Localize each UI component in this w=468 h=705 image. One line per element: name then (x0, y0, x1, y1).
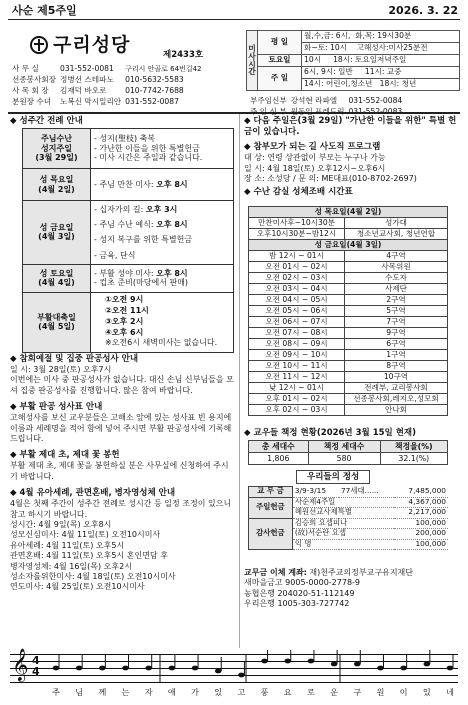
lyrics-line (10, 688, 458, 702)
liturgy-title: ◆ 성주간 전례 안내 (10, 116, 83, 126)
text-field: 재)천주교의정부교구유지재단 (309, 568, 414, 577)
text-field: 3/9-3/15 (292, 487, 339, 498)
left-notices (10, 354, 236, 593)
lyric-syllable: 풍 (260, 687, 269, 697)
staff-role: 선종봉사회장 (12, 75, 57, 85)
adoration-group: 10구역 (344, 372, 447, 383)
adoration-group: 5구역 (344, 306, 447, 317)
text-field: 031-552-0084 (348, 96, 403, 106)
census-title: ◆ 교우들 책정 현황(2026년 3월 15일 현재) (244, 428, 416, 438)
text-field: 7,485,000 (394, 487, 448, 498)
adoration-time: 오후 02시 ~ 03시 (249, 405, 345, 416)
text-field: 부주임신부 (250, 96, 287, 106)
notice-body: 일 시: 3월 28일(토) 오후7시 이번에는 미사 중 판공성사가 없습니다. 대신 손님 신부님들을 모셔 집중 판공성사를 진행합니다. 많은 참여 바랍니다. (10, 365, 234, 395)
text-field: 교무금 이체 계좌: (244, 568, 307, 577)
music-staff (10, 650, 458, 682)
staff-name: 정병선 스테파노 (60, 75, 114, 85)
text-field: 주일헌금 (249, 497, 293, 518)
text-field: 농협은행 204020-51-112149 (244, 588, 355, 598)
adoration-group: 사목위원 (344, 262, 447, 273)
issue-number: 제2433호 (163, 50, 204, 60)
adoration-time: 오전 10시 ~ 11시 (249, 361, 345, 372)
text-field: - 가난한 이들을 위한 특별헌금 (94, 143, 200, 153)
text-field: 책정 세대수 (308, 441, 380, 453)
staff-name: 노복신 막시밀리안 (60, 97, 122, 107)
text-field: 혜원선교사제특별 (292, 508, 393, 519)
donations-title: 우리들의 정성 (296, 470, 370, 484)
text-field: ※오전6시 새벽미사는 없습니다. (105, 338, 218, 348)
staff-value: 031-552-0081 (60, 64, 114, 74)
liturgy-label: 성 목요일 (4월 2일) (23, 169, 91, 201)
liturgy-label: 주님수난 성지주일 (3월 29일) (23, 129, 91, 169)
liturgy-items: - 주님 만찬 미사: 오후 8시 (91, 169, 234, 201)
text-field: 200,000 (394, 529, 448, 540)
note-head (215, 669, 222, 674)
liturgy-items: - 부활 성야 미사: 오후 8시 - 컵초 준비(마당에서 판매) (91, 264, 234, 292)
text-field: - 미사 시간은 주일과 같습니다. (94, 153, 203, 163)
text-field: 4,367,000 (394, 497, 448, 508)
treble-clef-icon: 𝄞 (12, 648, 29, 681)
note-head (76, 666, 83, 671)
adoration-header: 성 금요일(4월 3일) (249, 240, 448, 251)
adoration-group: 1구역 (344, 350, 447, 361)
note-head (238, 673, 245, 678)
note-head (284, 659, 291, 664)
note-head (354, 662, 361, 667)
adoration-group: 7구역 (344, 317, 447, 328)
melody-notes (10, 650, 458, 686)
staff-name: 김재덕 바오로 (60, 86, 107, 96)
adoration-group: 전례부, 교리봉사회 (344, 383, 447, 394)
text-field: 새마을금고 9005-0000-2778-9 (244, 578, 361, 588)
note-head (53, 666, 60, 671)
adoration-group: 4구역 (344, 251, 447, 262)
mass-times-label: 미 사 시 간 (247, 31, 258, 91)
lyric-syllable: 께 (98, 687, 107, 697)
lyric-syllable: 애 (167, 687, 176, 697)
lyric-syllable: 가 (191, 687, 199, 697)
mass-info: 6시, 9시: 일반 11시: 교중 (302, 67, 460, 79)
parish-name: 구리성당 (53, 34, 131, 56)
text-field: 강석현 라파엘 (290, 96, 338, 106)
notice-title: ◆ 부활 판공 성사표 안내 (10, 402, 103, 413)
liturgy-items (91, 129, 234, 169)
time-signature: 4 4 (32, 654, 40, 678)
note-head (122, 666, 129, 671)
lyric-syllable: 이 (399, 687, 408, 697)
notice-title: ◆ 부활 제대 초, 제대 꽃 봉헌 (10, 450, 120, 461)
liturgy-label: 부활대축일 (4월 5일) (23, 292, 91, 352)
text-field: 총 세대수 (249, 441, 309, 453)
mass-day: 토요일 (258, 55, 302, 67)
adoration-time: 오전 11시 ~ 12시 (249, 372, 345, 383)
text-field: 32.1(%) (380, 453, 447, 465)
lyric-syllable: 원 (376, 687, 385, 697)
note-head (308, 659, 315, 664)
adoration-group: 안나회 (344, 405, 447, 416)
liturgy-label: 성 금요일 (4월 3일) (23, 201, 91, 265)
mass-info: 14시: 어린이,청소년 18시: 청년 (302, 79, 460, 91)
notice-title: ◆ 다음 주일은(3월 29일) "가난한 이들을 위한" 특별 헌금이 있습니다. (244, 116, 457, 138)
text-field: ③오후 2시 (105, 316, 144, 326)
clergy-table (248, 96, 404, 118)
text-field: ②오전 11시 (105, 306, 149, 316)
note-head (99, 666, 106, 671)
staff-phone: 031-552-0087 (125, 97, 179, 107)
adoration-time: 오전 03시 ~ 04시 (249, 284, 345, 295)
right-notices (244, 116, 460, 198)
liturgy-table (22, 128, 234, 353)
mass-times-table (246, 30, 460, 91)
liturgy-items (91, 292, 234, 352)
adoration-time: 오전 06시 ~ 07시 (249, 317, 345, 328)
bulletin-date: 2026. 3. 22 (388, 4, 458, 17)
lyric-syllable: 로 (306, 687, 315, 697)
adoration-group: 6구역 (344, 339, 447, 350)
adoration-time: 오후 01시 ~ 02시 (249, 394, 345, 405)
lyric-syllable: 님 (75, 687, 84, 697)
liturgy-label: 성 토요일 (4월 4일) (23, 264, 91, 292)
mass-day: 주 일 (258, 67, 302, 91)
adoration-group: 2구역 (344, 295, 447, 306)
adoration-time: 오전 01시 ~ 02시 (249, 262, 345, 273)
text-field: 감사헌금 (249, 518, 293, 550)
lyric-syllable: 네 (446, 687, 454, 697)
adoration-time: 오후10시30분~밤12시 (249, 229, 345, 240)
lyric-syllable: 있 (214, 687, 223, 697)
text-field: 77세대...... (339, 487, 394, 498)
adoration-time: 낮 12시 ~ 01시 (249, 383, 345, 394)
notice-title: ◆ 참부모가 되는 길 사도직 프로그램 (244, 142, 381, 153)
mass-info: 10시 18시: 토요일저녁주일 (302, 55, 460, 67)
note-head (424, 662, 431, 667)
adoration-time: 오전 04시 ~ 05시 (249, 295, 345, 306)
text-field: - 금육, 단식 (94, 250, 136, 260)
notice-body: 대 상: 연령 상관없이 부모는 누구나 가능 일 시: 4월 18일(토) 오후12시~오후6시 장 소: 소성당 / 문 의: ME대표(010-8702-2697) (244, 153, 417, 183)
account-info (244, 568, 460, 610)
staff-phone: 010-7742-7688 (125, 86, 184, 96)
adoration-group: 수도자 (344, 273, 447, 284)
donations-table (248, 486, 448, 550)
adoration-group: 사제단 (344, 284, 447, 295)
lyric-syllable: 있 (422, 687, 431, 697)
note-head (400, 666, 407, 671)
note-head (169, 666, 176, 671)
text-field: - 컵초 준비(마당에서 판매) (94, 278, 189, 288)
staff-role: 분원장 수녀 (12, 97, 52, 107)
adoration-header: 성 목요일(4월 2일) (249, 207, 448, 218)
staff-table (10, 64, 204, 108)
column-divider (239, 114, 240, 648)
adoration-group: 성가대 (344, 218, 447, 229)
note-head (261, 659, 268, 664)
divider (8, 112, 460, 114)
mass-day: 평 일 (258, 31, 302, 55)
note-head (447, 666, 454, 671)
cross-icon (30, 36, 48, 54)
text-field: 사순제4주일 (292, 497, 393, 508)
lyric-syllable: 자 (144, 687, 153, 697)
text-field: 책정율(%) (380, 441, 447, 453)
text-field: 1,806 (249, 453, 309, 465)
text-field: (故)서순란 요셉 (292, 529, 393, 540)
text-field: ④오후 6시 (105, 327, 144, 337)
lyric-syllable: 요 (283, 687, 292, 697)
adoration-time: 오전 09시 ~ 10시 (249, 350, 345, 361)
adoration-group: 선종봉사회,레지오,성모회 (344, 394, 447, 405)
lyric-syllable: 운 (330, 687, 339, 697)
staff-role: 사 무 실 (12, 64, 39, 74)
adoration-table (248, 206, 448, 416)
notice-body: 부활 제대 초, 제대 꽃을 봉헌하실 분은 사무실에 신청하여 주시기 바랍니다. (10, 461, 229, 481)
lyric-syllable: 구 (353, 687, 362, 697)
lyric-syllable: 고 (237, 687, 246, 697)
address-line: 구리시 안골로 64번길42 (125, 65, 202, 74)
adoration-group: 9구역 (344, 328, 447, 339)
adoration-time: 오전 07시 ~ 08시 (249, 328, 345, 339)
notice-body: 고해성사를 보신 교우분들은 고해소 앞에 있는 성사표 빈 용지에 이름과 세례명을 적어 함에 넣어 주시면 부활 판공성사에 기록해 드립니다. (10, 413, 232, 444)
adoration-group: 8구역 (344, 361, 447, 372)
top-bar (8, 4, 460, 20)
bulletin-week: 사순 제5주일 (12, 4, 77, 17)
text-field: 2,217,000 (394, 508, 448, 519)
text-field: - 성지(聖枝) 축복 (94, 134, 156, 144)
text-field: 우리은행 1005-303-727742 (244, 599, 350, 609)
adoration-time: 밤 12시 ~ 01시 (249, 251, 345, 262)
notice-body: 4월은 첫째 주간이 성주간 전례로 성시간 등 일정 조정이 있으니 참고 하시기 바랍니다. 성시간: 4월 9일(목) 오후8시 성모신심미사: 4월 11일(토) 오전10시미사 유아세례: 4월 11일(토) 오후5시 관면혼배: 4월 11일(토) 오후5시 혼인면담 후 병자영성체: 4월 16일(목) 오후2시 성소자를위한미사: 4월 18일(토) 오전10시미사 연도미사: 4월 25일(토) 오전10시미사 (10, 499, 232, 592)
text-field: 580 (308, 453, 380, 465)
adoration-time: 오전 08시 ~ 09시 (249, 339, 345, 350)
text-field: 익 명 (292, 539, 393, 550)
text-field: 100,000 (394, 539, 448, 550)
adoration-title: ◆ 수난 감실 성체조배 시간표 (244, 187, 353, 198)
text-field: ①오전 9시 (105, 295, 144, 305)
census-table (248, 440, 448, 465)
notice-title: ◆ 4월 유아세례, 관면혼배, 병자영성체 안내 (10, 488, 176, 499)
mass-info: 월,수,금: 6시, 화,목: 19시30분 (302, 31, 460, 43)
text-field: 김승희 요셉피나 (292, 518, 393, 529)
staff-phone: 010-5632-5583 (125, 75, 184, 85)
lyric-syllable: 는 (121, 687, 130, 697)
staff-role: 사 목 회 장 (12, 86, 49, 96)
text-field: 100,000 (394, 518, 448, 529)
adoration-time: 오전 05시 ~ 06시 (249, 306, 345, 317)
adoration-group: 청소년교사회, 청년연합 (344, 229, 447, 240)
text-field: 교 무 금 (249, 487, 293, 498)
note-head (377, 666, 384, 671)
note-head (331, 662, 338, 667)
liturgy-items: - 십자가의 길: 오후 3시 - 주님 수난 예식: 오후 8시 - 성지 복구를 위한 특별헌금 - 금육, 단식 (91, 201, 234, 265)
adoration-time: 오전 02시 ~ 03시 (249, 273, 345, 284)
mass-info: 화~토: 10시 고해성사:미사25분전 (302, 43, 460, 55)
note-head (145, 666, 152, 671)
text-field: - 성지 복구를 위한 특별헌금 (94, 235, 193, 245)
adoration-time: 만찬미사후~10시30분 (249, 218, 345, 229)
parish-logo (30, 34, 130, 56)
lyric-syllable: 주 (52, 687, 60, 697)
note-head (192, 666, 199, 671)
notice-title: ◆ 참회예절 및 집중 판공성사 안내 (10, 354, 139, 364)
